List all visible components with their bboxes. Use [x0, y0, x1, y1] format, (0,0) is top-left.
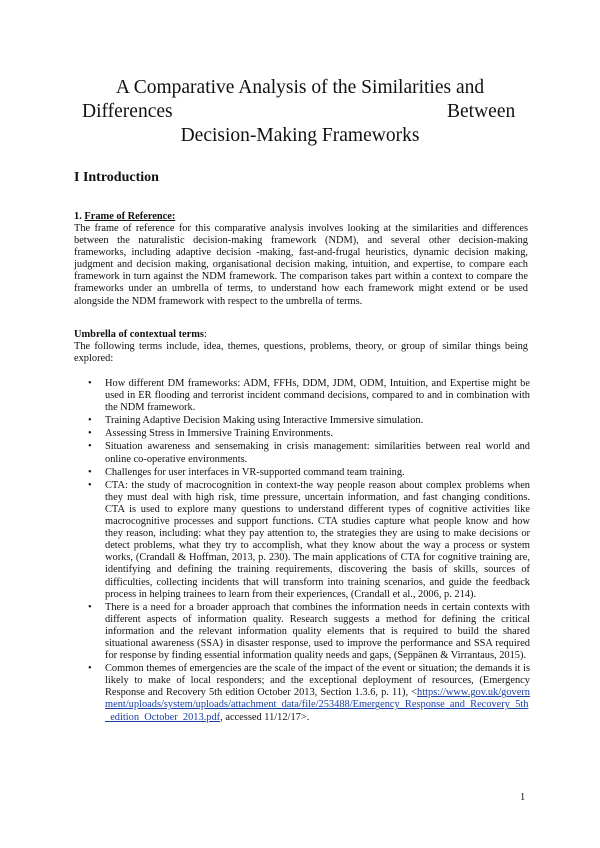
list-item-text-after-link: , accessed 11/12/17>.: [220, 711, 310, 723]
bullet-icon: •: [88, 466, 92, 478]
list-item-text: Assessing Stress in Immersive Training Environments.: [105, 428, 334, 440]
umbrella-heading-colon: :: [203, 329, 207, 340]
umbrella-heading: [74, 329, 207, 341]
reference-link[interactable]: https://www.gov.uk/government/uploads/system/uploads/attachment_data/file/253488/Emergency_Response_and_Recovery_5th_edition_October_2013.pdf: [105, 687, 530, 723]
bullet-icon: •: [88, 601, 92, 613]
document-title-line-2-left: Differences: [82, 101, 173, 122]
list-item: [88, 602, 530, 662]
umbrella-heading-text: Umbrella of contextual terms: [74, 329, 204, 340]
list-item: [88, 428, 530, 440]
document-title-line-2-right: Between: [447, 101, 516, 122]
frame-heading-text: Frame of Reference:: [84, 211, 176, 222]
section-heading: I Introduction: [74, 170, 159, 185]
bullet-icon: •: [88, 479, 92, 491]
document-title-line-3: Decision-Making Frameworks: [180, 125, 420, 146]
topic-bullet-list: [88, 378, 530, 725]
document-title-line-1: A Comparative Analysis of the Similarities and: [115, 77, 485, 98]
bullet-icon: •: [88, 415, 92, 427]
bullet-icon: •: [88, 663, 92, 675]
list-item-text: Common themes of emergencies are the scale of the impact of the event or situation; the demands it is likely to make of local responders; and the exceptional deployment of resources, (Emergency Response and Recovery 5th edition October 2013, Section 1.3.6, p. 11), <: [105, 663, 530, 699]
list-item: [88, 415, 530, 427]
list-item-text: Training Adaptive Decision Making using Interactive Immersive simulation.: [105, 415, 424, 427]
list-item: [88, 378, 530, 414]
bullet-icon: •: [88, 378, 92, 389]
frame-of-reference-heading: [74, 211, 175, 223]
bullet-icon: •: [88, 428, 92, 440]
list-item: [88, 480, 530, 601]
list-item-text: There is a need for a broader approach that combines the information needs in certain contexts with different aspects of information quality. Research suggests a method for defining the critical information and the relevant information quality elements that is required to build the shared situational awareness (SSA) in disaster response, used to improve the performance and SSA required for response by finding essential information quality needs and gaps, (Seppänen & Virrantaus, 2015).: [105, 601, 530, 662]
page-number: 1: [520, 792, 526, 803]
list-item-text: Situation awareness and sensemaking in crisis management: similarities between real world and online co-operative environments.: [105, 441, 530, 465]
frame-of-reference-paragraph: The frame of reference for this comparative analysis involves looking at the similarities and differences between the naturalistic decision-making framework (NDM), and several other decision-making frameworks, including adaptive decision -making, fast-and-frugal heuristics, dynamic decision making, judgment and decision making, organisational decision making, intuition, and expertise, to compare each framework in turn against the NDM framework. The comparison takes part within a context to compare the frameworks under an umbrella of terms, to understand how each framework might extend or be used alongside the NDM framework with respect to the umbrella of terms.: [74, 223, 528, 307]
list-item-text: How different DM frameworks: ADM, FFHs, DDM, JDM, ODM, Intuition, and Expertise might be used in ER flooding and terrorist incident command decisions, compared to and in combination with the NDM framework.: [105, 378, 530, 414]
bullet-icon: •: [88, 441, 92, 453]
list-item: [88, 663, 530, 723]
list-item: [88, 467, 530, 479]
list-item-text: CTA: the study of macrocognition in context-the way people reason about complex problems when they must deal with high risk, time pressure, uncertain information, and fast changing conditions. CTA is used to explore many questions to understand different types of cognitive activities like macrocognitive processes and support functions. CTA studies capture what people know and how they reason, including: what they pay attention to, the strategies they are using to make decisions or detect problems, what they try to accomplish, what they know about the way a process or system works, (Crandall & Hoffman, 2013, p. 230). The main applications of CTA for cognitive training are, identifying and defining the training requirements, discovering the basis of skills, sources of difficulties, collecting incidents that will transform into training scenarios, and guide the feedback process in helping trainees to learn from their experiences, (Crandall et al., 2006, p. 214).: [105, 479, 530, 600]
frame-number: 1.: [74, 211, 82, 222]
list-item: [88, 441, 530, 465]
umbrella-paragraph: The following terms include, idea, themes, questions, problems, theory, or group of similar things being explored:: [74, 341, 528, 365]
list-item-text: Challenges for user interfaces in VR-supported command team training.: [105, 466, 405, 478]
